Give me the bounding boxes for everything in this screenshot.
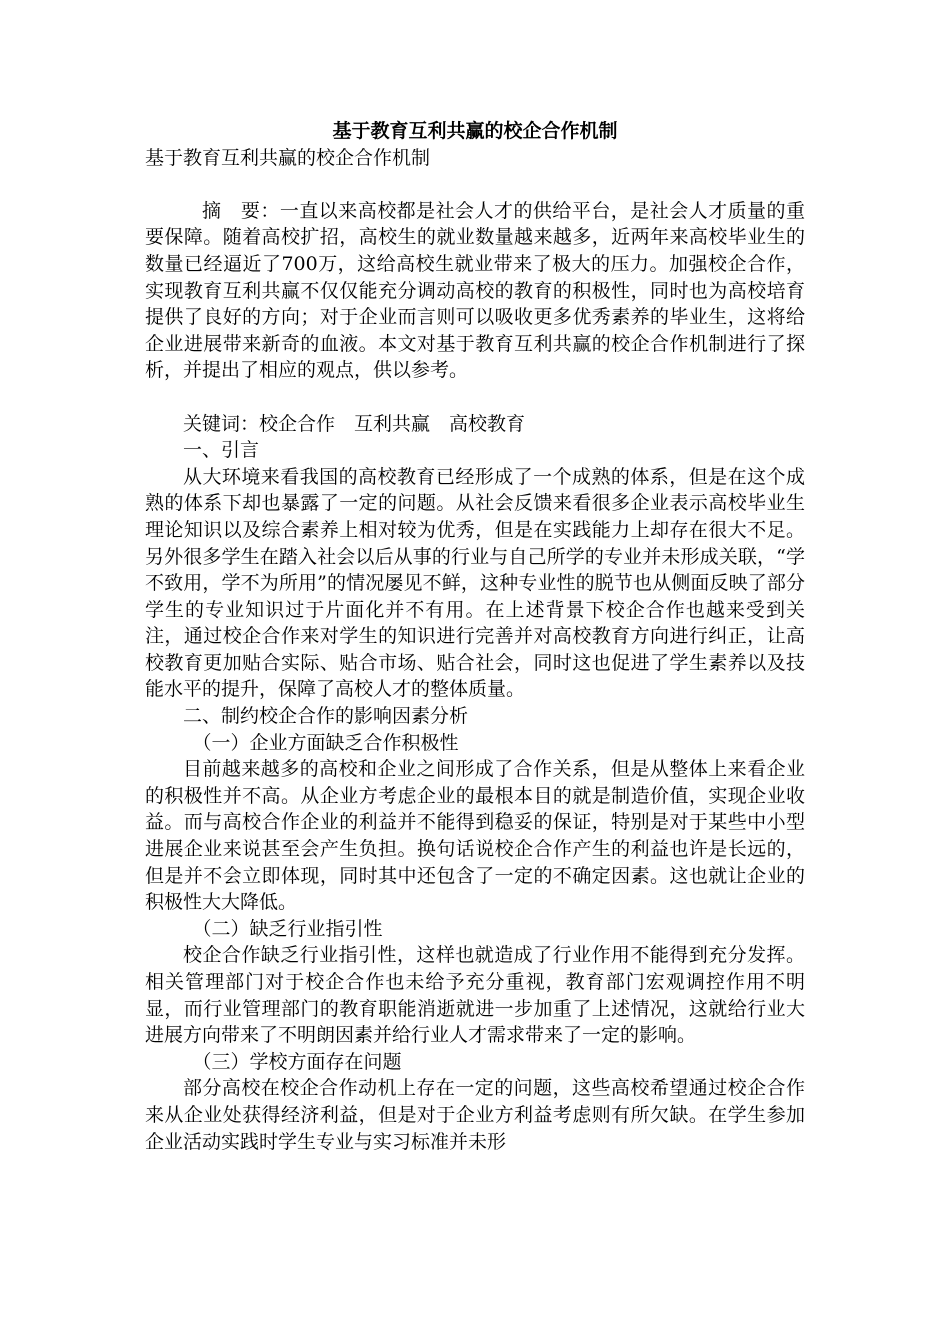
subsection-heading-school: （三）学校方面存在问题	[192, 1050, 402, 1073]
subsection-body-industry: 校企合作缺乏行业指引性，这样也就造成了行业作用不能得到充分发挥。相关管理部门对于校企合作也未给予充分重视，教育部门宏观调控作用不明显，而行业管理部门的教育职能消逝就进一步加重了上述情况，这就给行业大进展方向带来了不明朗因素并给行业人才需求带来了一定的影响。	[145, 944, 805, 1047]
document-subtitle: 基于教育互利共赢的校企合作机制	[145, 146, 431, 169]
spacer	[145, 384, 805, 411]
spacer	[145, 171, 805, 198]
section-body-intro: 从大环境来看我国的高校教育已经形成了一个成熟的体系，但是在这个成熟的体系下却也暴露了一定的问题。从社会反馈来看很多企业表示高校毕业生理论知识以及综合素养上相对较为优秀，但是在实践能力上却存在很大不足。另外很多学生在踏入社会以后从事的行业与自己所学的专业并未形成关联，“学不致用，学不为所用”的情况屡见不鲜，这种专业性的脱节也从侧面反映了部分学生的专业知识过于片面化并不有用。在上述背景下校企合作也越来受到关注，通过校企合作来对学生的知识进行完善并对高校教育方向进行纠正，让高校教育更加贴合实际、贴合市场、贴合社会，同时这也促进了学生素养以及技能水平的提升，保障了高校人才的整体质量。	[145, 465, 805, 701]
subsection-heading-industry: （二）缺乏行业指引性	[192, 917, 383, 940]
subsection-heading-enterprise: （一）企业方面缺乏合作积极性	[192, 731, 459, 754]
subsection-body-school: 部分高校在校企合作动机上存在一定的问题，这些高校希望通过校企合作来从企业处获得经济利益，但是对于企业方利益考虑则有所欠缺。在学生参加企业活动实践时学生专业与实习标准并未形	[145, 1077, 805, 1153]
section-heading-intro: 一、引言	[183, 439, 260, 462]
document-title: 基于教育互利共赢的校企合作机制	[332, 120, 618, 142]
subsection-body-enterprise: 目前越来越多的高校和企业之间形成了合作关系，但是从整体上来看企业的积极性并不高。从企业方考虑企业的最根本目的就是制造价值，实现企业收益。而与高校合作企业的利益并不能得到稳妥的保证，特别是对于某些中小型进展企业来说甚至会产生负担。换句话说校企合作产生的利益也许是长远的，但是并不会立即体现，同时其中还包含了一定的不确定因素。这也就让企业的积极性大大降低。	[145, 758, 805, 914]
document-page	[145, 118, 805, 1155]
keywords-line: 关键词：校企合作 互利共赢 高校教育	[183, 412, 526, 435]
section-heading-factors: 二、制约校企合作的影响因素分析	[183, 705, 469, 728]
abstract-paragraph: 摘 要：一直以来高校都是社会人才的供给平台，是社会人才质量的重要保障。随着高校扩招，高校生的就业数量越来越多，近两年来高校毕业生的数量已经逼近了700万，这给高校生就业带来了极大的压力。加强校企合作，实现教育互利共赢不仅仅能充分调动高校的教育的积极性，同时也为高校培育提供了良好的方向；对于企业而言则可以吸收更多优秀素养的毕业生，这将给企业进展带来新奇的血液。本文对基于教育互利共赢的校企合作机制进行了探析，并提出了相应的观点，供以参考。	[145, 199, 805, 382]
